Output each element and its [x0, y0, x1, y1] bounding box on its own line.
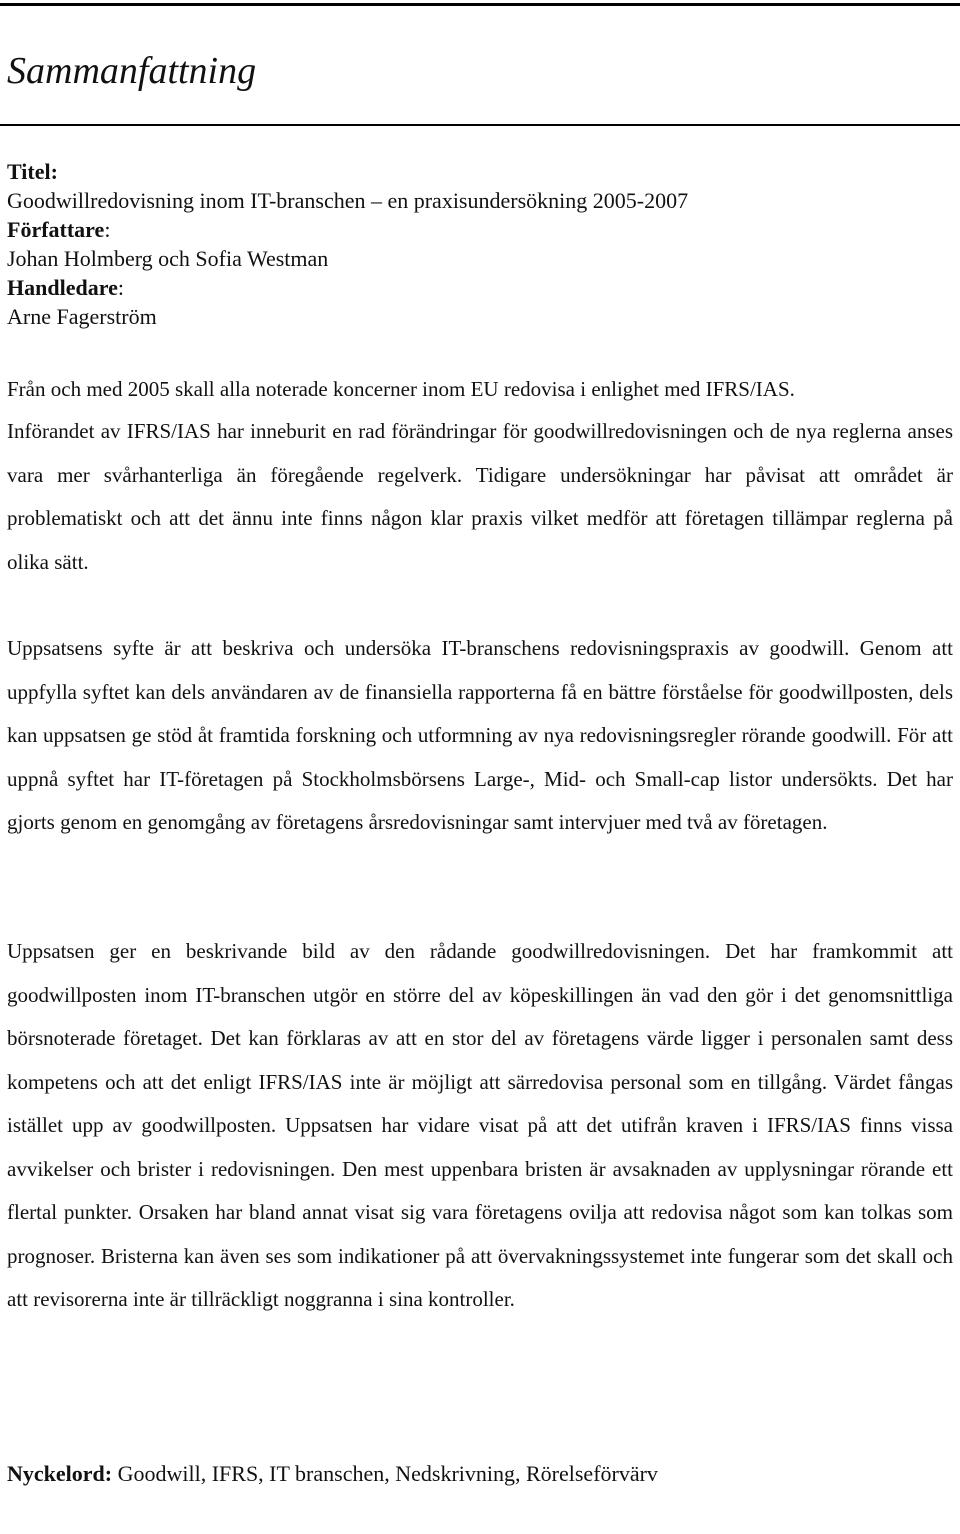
paragraph-3: Uppsatsen ger en beskrivande bild av den rådande goodwillredovisningen. Det har framkommit att goodwillposten inom IT-branschen utgör en större del av köpeskillingen än vad den gör i det genomsnittliga börsnoterade företaget. Det kan förklaras av att en stor del av företagens värde ligger i personalen samt dess kompetens och att det enligt IFRS/IAS inte är möjligt att särredovisa personal som en tillgång. Värdet fångas istället upp av goodwillposten. Uppsatsen har vidare visat på att det utifrån kraven i IFRS/IAS finns vissa avvikelser och brister i redovisningen. Den mest uppenbara bristen är avsaknaden av upplysningar rörande ett flertal punkter. Orsaken har bland annat visat sig vara företagens ovilja att redovisa något som kan tolkas som prognoser. Bristerna kan även ses som indikationer på att övervakningssystemet inte fungerar som det skall och att revisorerna inte är tillräckligt noggranna i sina kontroller. [7, 939, 953, 1311]
keywords-line [7, 1459, 658, 1489]
title-value: Goodwillredovisning inom IT-branschen – en praxisundersökning 2005-2007 [7, 188, 689, 213]
keywords-value: Goodwill, IFRS, IT branschen, Nedskrivning, Rörelseförvärv [112, 1461, 658, 1486]
supervisor-value: Arne Fagerström [7, 304, 157, 329]
supervisor-label-line [7, 273, 953, 302]
authors-value: Johan Holmberg och Sofia Westman [7, 246, 329, 271]
paragraph-2: Uppsatsens syfte är att beskriva och undersöka IT-branschens redovisningspraxis av goodwill. Genom att uppfylla syftet kan dels användaren av de finansiella rapporterna få en bättre förståelse för goodwillposten, dels kan uppsatsen ge stöd åt framtida forskning och utformning av nya redovisningsregler rörande goodwill. För att uppnå syftet har IT-företagen på Stockholmsbörsens Large-, Mid- och Small-cap listor undersökts. Det har gjorts genom en genomgång av företagens årsredovisningar samt intervjuer med två av företagen. [7, 636, 953, 834]
supervisor-colon: : [117, 275, 124, 300]
paragraph-1: Införandet av IFRS/IAS har inneburit en rad förändringar för goodwillredovisningen och de nya reglerna anses vara mer svårhanterliga än föregående regelverk. Tidigare undersökningar har påvisat att området är problematiskt och att det ännu inte finns någon klar praxis vilket medför att företagen tillämpar reglerna på olika sätt. [7, 419, 953, 574]
authors-label-line [7, 215, 953, 244]
title-label: Titel: [7, 159, 58, 184]
heading-rule [0, 124, 960, 126]
metadata-block [7, 157, 953, 331]
page-heading: Sammanfattning [7, 50, 257, 92]
authors-label: Författare [7, 217, 105, 242]
authors-colon: : [104, 217, 111, 242]
paragraph-1-first-line: Från och med 2005 skall alla noterade koncerner inom EU redovisa i enlighet med IFRS/IAS. [7, 377, 795, 401]
keywords-label: Nyckelord: [7, 1461, 113, 1486]
top-rule [0, 3, 960, 6]
supervisor-label: Handledare [7, 275, 118, 300]
title-label-line [7, 157, 953, 186]
